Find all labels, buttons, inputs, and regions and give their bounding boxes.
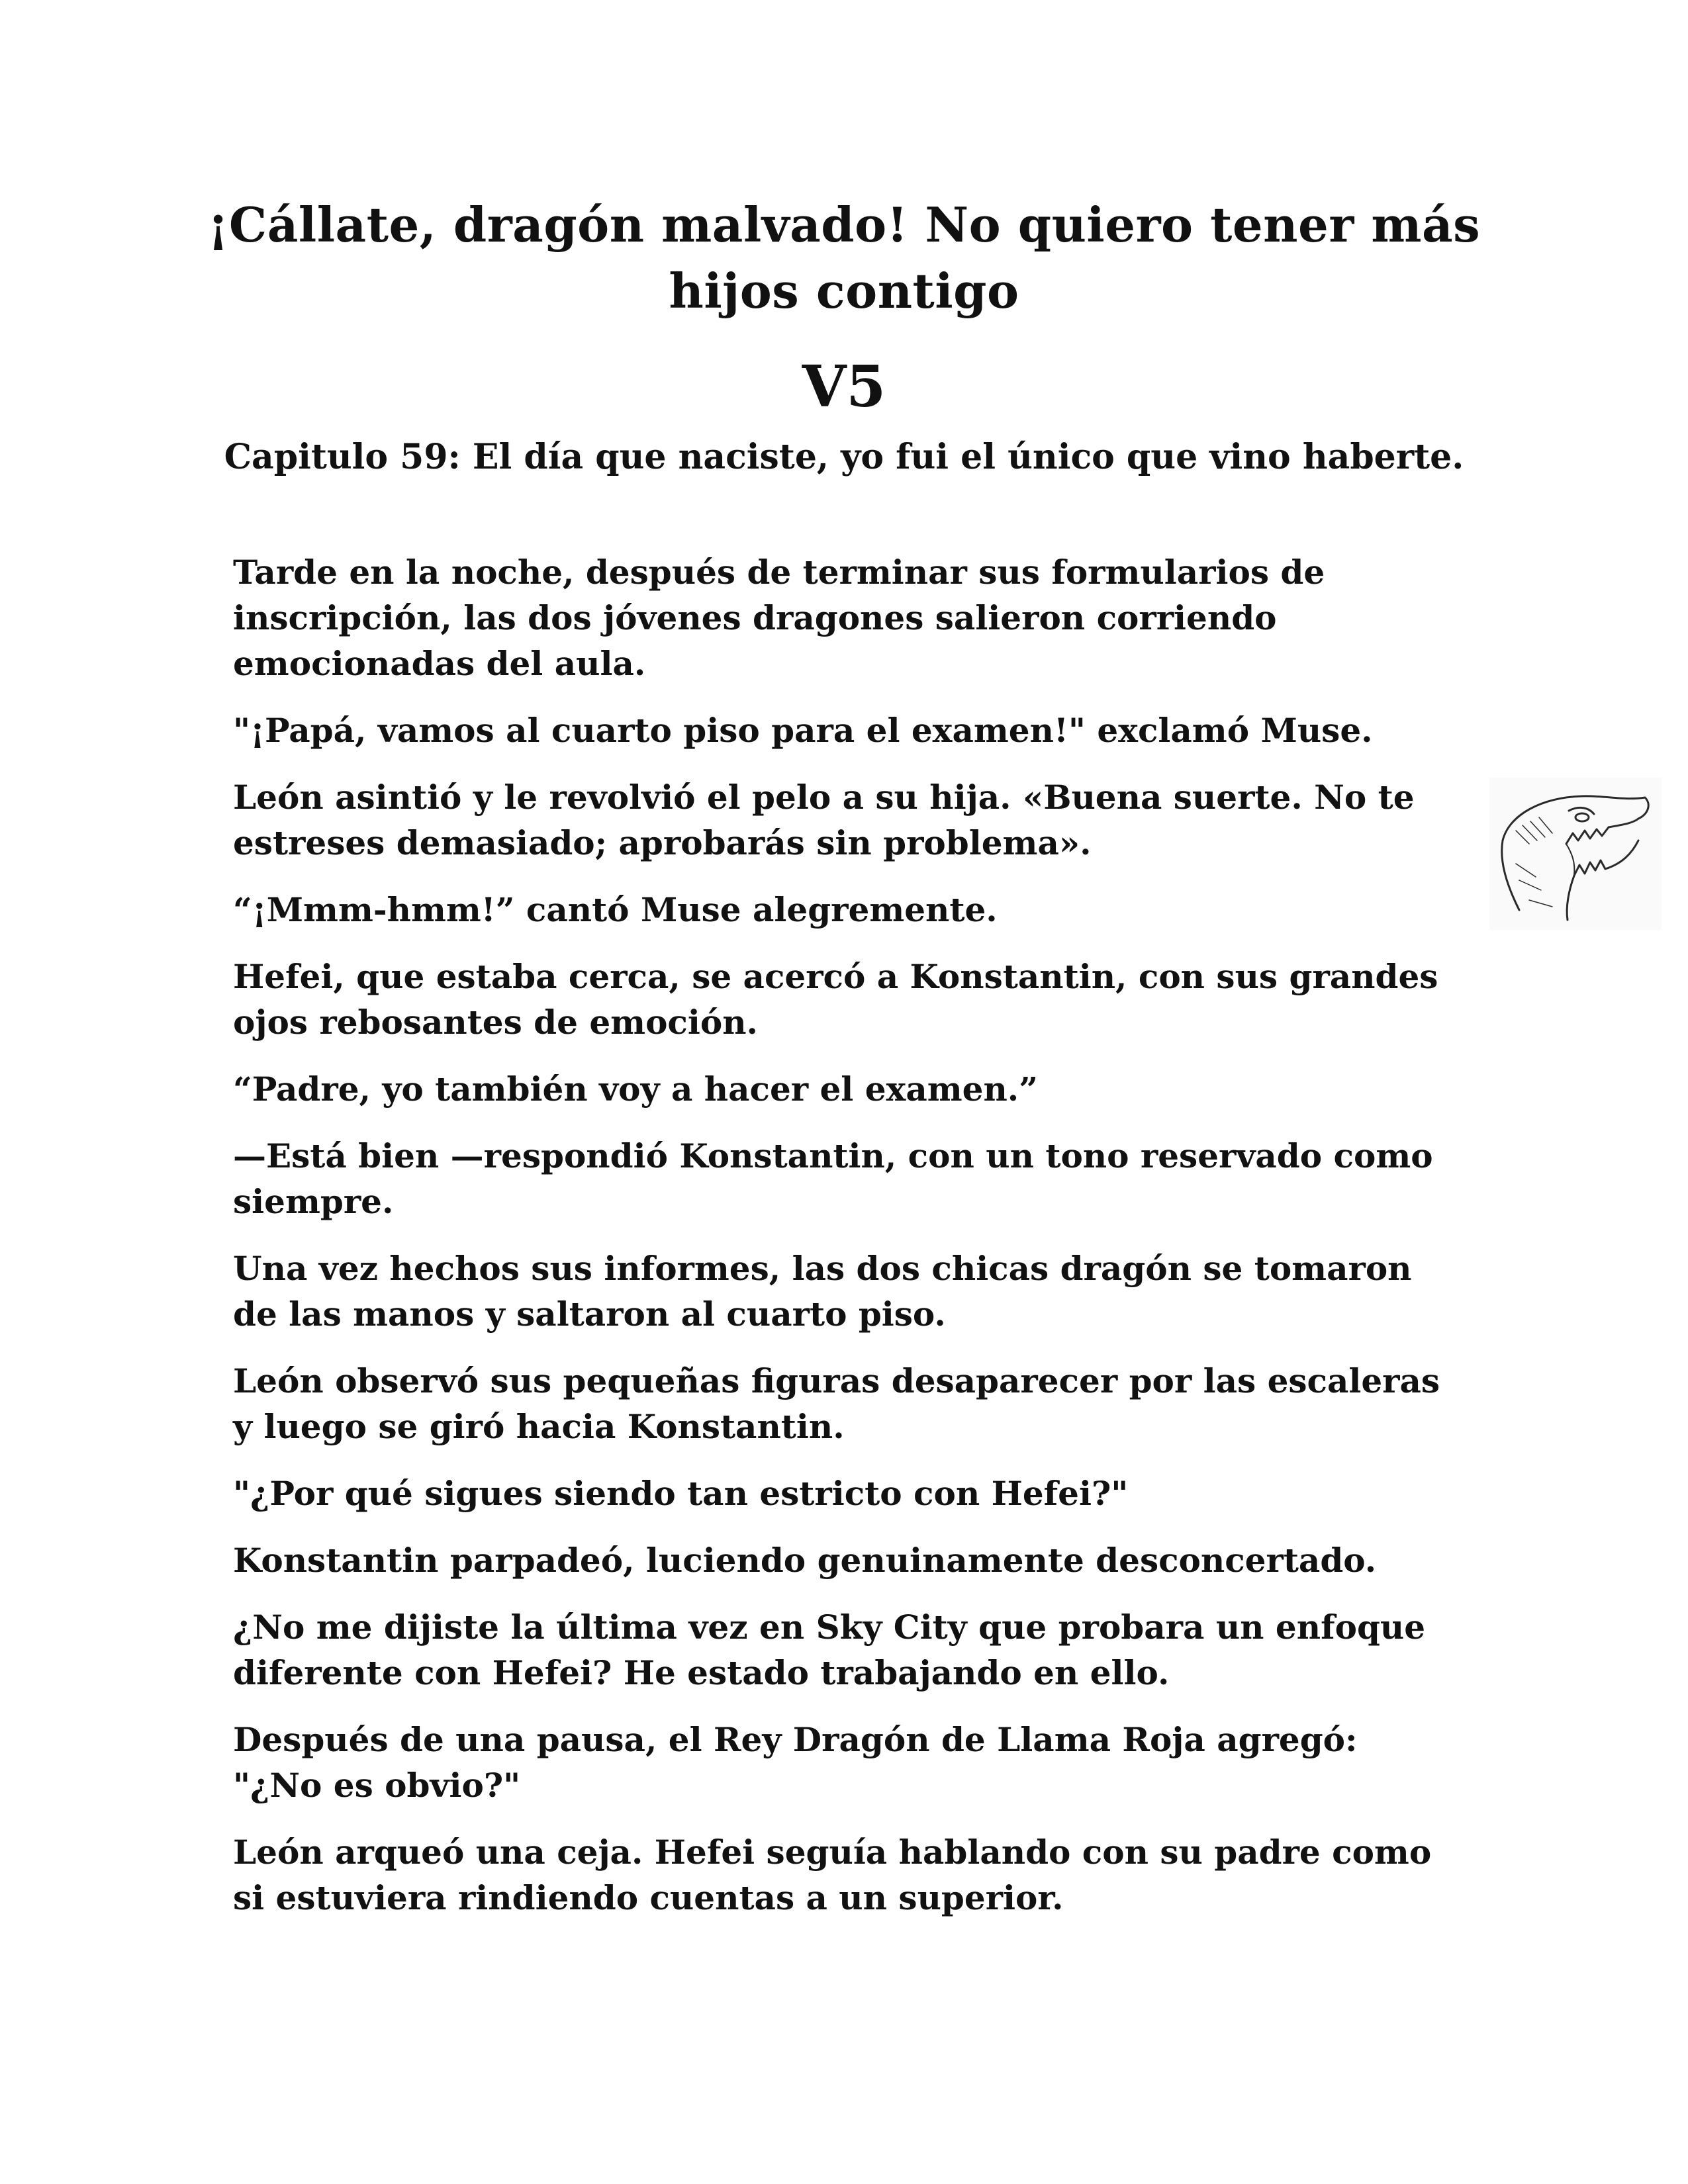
paragraph: León asintió y le revolvió el pelo a su hija. «Buena suerte. No te estreses demasiado; aprobarás sin problema». [233,778,1415,862]
paragraph: Tarde en la noche, después de terminar sus formularios de inscripción, las dos jóvenes dragones salieron corriendo emocionadas del aula. [233,553,1325,683]
paragraph: Después de una pausa, el Rey Dragón de Llama Roja agregó: "¿No es obvio?" [233,1720,1358,1805]
dragon-head-sketch-icon [1489,778,1662,930]
paragraph: Konstantin parpadeó, luciendo genuinamente desconcertado. [233,1541,1377,1580]
paragraph: ¿No me dijiste la última vez en Sky City que probara un enfoque diferente con Hefei? He estado trabajando en ello. [233,1608,1426,1692]
paragraph: Una vez hechos sus informes, las dos chicas dragón se tomaron de las manos y saltaron al cuarto piso. [233,1249,1412,1334]
chapter-body [233,549,1458,1942]
paragraph: León arqueó una ceja. Hefei seguía hablando con su padre como si estuviera rindiendo cuentas a un superior. [233,1833,1432,1917]
volume-label: V5 [802,353,886,420]
paragraph: "¿Por qué sigues siendo tan estricto con Hefei?" [233,1474,1129,1513]
chapter-heading: Capitulo 59: El día que naciste, yo fui el único que vino haberte. [224,437,1464,477]
paragraph: León observó sus pequeñas figuras desaparecer por las escaleras y luego se giró hacia Konstantin. [233,1361,1440,1446]
paragraph: —Está bien —respondió Konstantin, con un tono reservado como siempre. [233,1136,1433,1221]
paragraph: “¡Mmm-hmm!” cantó Muse alegremente. [233,890,998,929]
paragraph: Hefei, que estaba cerca, se acercó a Konstantin, con sus grandes ojos rebosantes de emoción. [233,957,1438,1042]
paragraph: "¡Papá, vamos al cuarto piso para el examen!" exclamó Muse. [233,711,1373,750]
book-title: ¡Cállate, dragón malvado! No quiero tener más hijos contigo [207,197,1481,319]
paragraph: “Padre, yo también voy a hacer el examen.” [233,1069,1038,1109]
